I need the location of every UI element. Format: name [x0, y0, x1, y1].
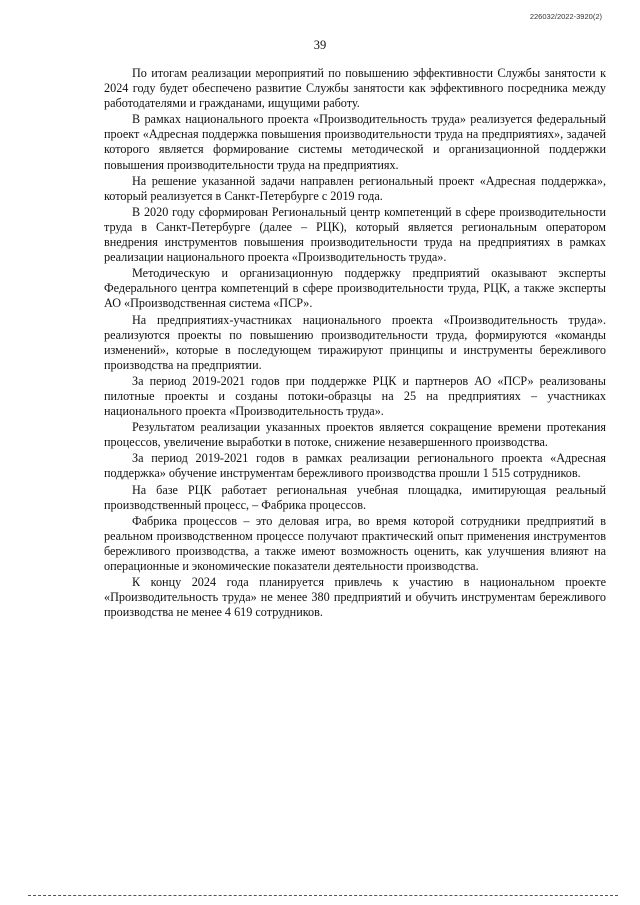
bottom-divider — [28, 895, 618, 896]
document-body — [104, 66, 606, 621]
page-number: 39 — [313, 38, 327, 52]
paragraph: На решение указанной задачи направлен региональный проект «Адресная поддержка», который реализуется в Санкт-Петербурге с 2019 года. — [104, 173, 606, 203]
paragraph: Методическую и организационную поддержку предприятий оказывают эксперты Федерального центра компетенций в сфере производительности труда, РЦК, а также эксперты АО «Производственная система «ПСР». — [104, 266, 606, 311]
paragraph: По итогам реализации мероприятий по повышению эффективности Службы занятости к 2024 году будет обеспечено развитие Службы занятости как эффективного посредника между работодателями и гражданами, ищущими работу. — [104, 66, 606, 111]
paragraph: В рамках национального проекта «Производительность труда» реализуется федеральный проект «Адресная поддержка повышения производительности труда на предприятиях», задачей которого является формирование системы методической и организационной поддержки повышения производительности труда на предприятиях. — [104, 112, 606, 172]
paragraph: За период 2019-2021 годов при поддержке РЦК и партнеров АО «ПСР» реализованы пилотные проекты и созданы потоки-образцы на 25 на предприятиях – участниках национального проекта «Производительность труда». — [104, 373, 606, 419]
paragraph: На базе РЦК работает региональная учебная площадка, имитирующая реальный производственный процесс, – Фабрика процессов. — [104, 482, 606, 512]
document-id: 226032/2022-3920(2) — [529, 12, 602, 21]
paragraph: К концу 2024 года планируется привлечь к участию в национальном проекте «Производительность труда» не менее 380 предприятий и обучить инструментам бережливого производства не менее 4 619 сотрудников. — [104, 575, 606, 620]
paragraph: Результатом реализации указанных проектов является сокращение времени протекания процессов, увеличение выработки в потоке, снижение незавершенного производства. — [104, 420, 606, 450]
paragraph: В 2020 году сформирован Региональный центр компетенций в сфере производительности труда в Санкт-Петербурге (далее – РЦК), который является региональным оператором внедрения инструментов повышения производительности труда на предприятиях в рамках реализации национального проекта «Производительность труда». — [104, 204, 606, 265]
paragraph: На предприятиях-участниках национального проекта «Производительность труда». реализуются проекты по повышению производительности труда, формируются «команды изменений», которые в последующем тиражируют принципы и инструменты бережливого производства на предприятии. — [104, 312, 606, 372]
paragraph: За период 2019-2021 годов в рамках реализации регионального проекта «Адресная поддержка» обучение инструментам бережливого производства прошли 1 515 сотрудников. — [104, 451, 606, 481]
paragraph: Фабрика процессов – это деловая игра, во время которой сотрудники предприятий в реальном производственном процессе получают практический опыт применения инструментов бережливого производства, а также имеют возможность оценить, как улучшения влияют на операционные и экономические показатели деятельности производства. — [104, 513, 606, 573]
